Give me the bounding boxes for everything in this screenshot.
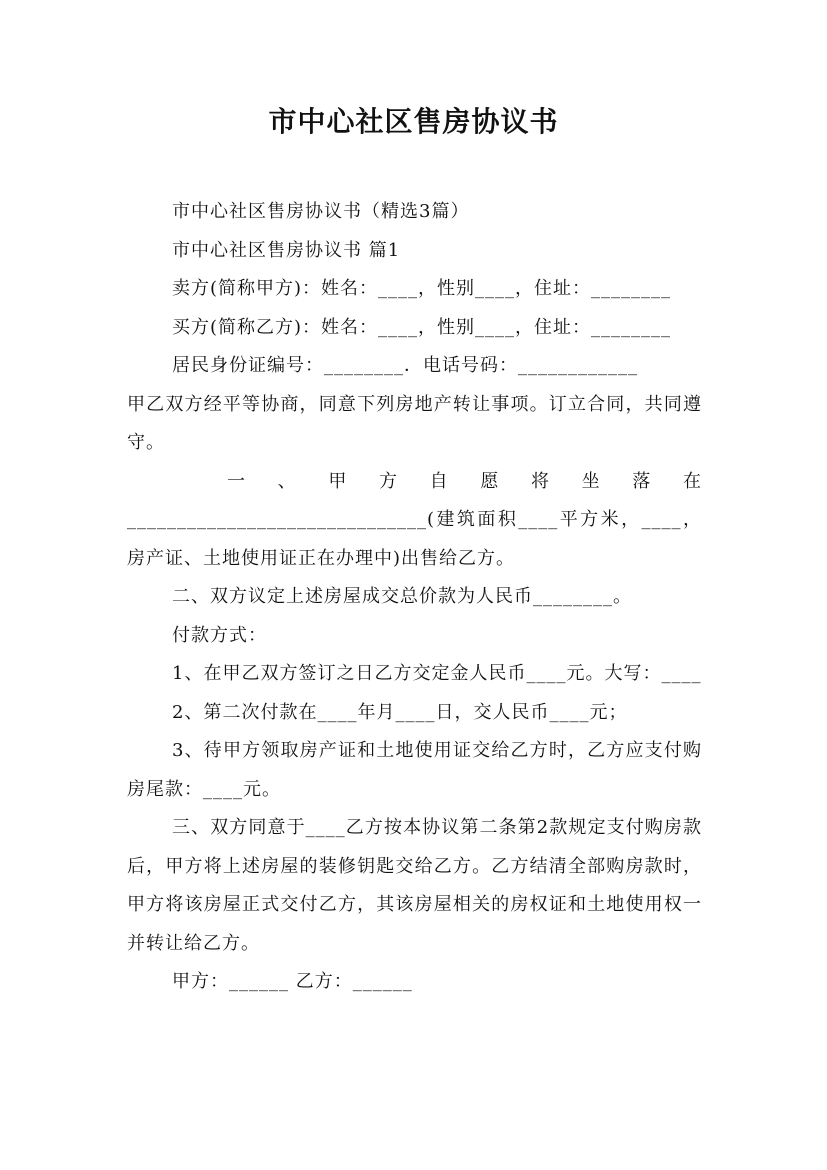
paragraph-seller-info: 卖方(简称甲方)：姓名：____，性别____，住址：________	[172, 278, 672, 299]
paragraph-clause-1-heading: 一、甲方自愿将坐落在	[227, 470, 702, 492]
paragraph-subtitle: 市中心社区售房协议书（精选3篇）	[172, 201, 470, 222]
paragraph-agreement: 甲乙双方经平等协商，同意下列房地产转让事项。订立合同，共同遵守。	[127, 393, 702, 453]
paragraph-payment-1: 1、在甲乙双方签订之日乙方交定金人民币____元。大写：____	[172, 663, 702, 684]
paragraph-buyer-info: 买方(简称乙方)：姓名：____，性别____，住址：________	[172, 316, 672, 338]
paragraph-clause-3: 三、双方同意于____乙方按本协议第二条第2款规定支付购房款后，甲方将上述房屋的装修钥匙交给乙方。乙方结清全部购房款时，甲方将该房屋正式交付乙方，其该房屋相关的房权证和土地使用权一并转让给乙方。	[127, 817, 702, 954]
paragraph-payment-method: 付款方式：	[172, 624, 267, 646]
document-body	[127, 193, 702, 1002]
paragraph-signatures: 甲方：______ 乙方：______	[172, 971, 413, 992]
paragraph-id-phone: 居民身份证编号：________．电话号码：____________	[172, 355, 638, 376]
paragraph-clause-2: 二、双方议定上述房屋成交总价款为人民币________。	[172, 586, 632, 607]
paragraph-payment-3: 3、待甲方领取房产证和土地使用证交给乙方时，乙方应支付购房尾款：____元。	[127, 740, 702, 800]
document-title: 市中心社区售房协议书	[268, 105, 559, 138]
paragraph-section-heading: 市中心社区售房协议书 篇1	[172, 239, 401, 261]
paragraph-payment-2: 2、第二次付款在____年月____日，交人民币____元；	[172, 701, 628, 723]
paragraph-clause-1-body: ______________________________(建筑面积____平方米，____，房产证、土地使用证正在办理中)出售给乙方。	[127, 509, 702, 569]
